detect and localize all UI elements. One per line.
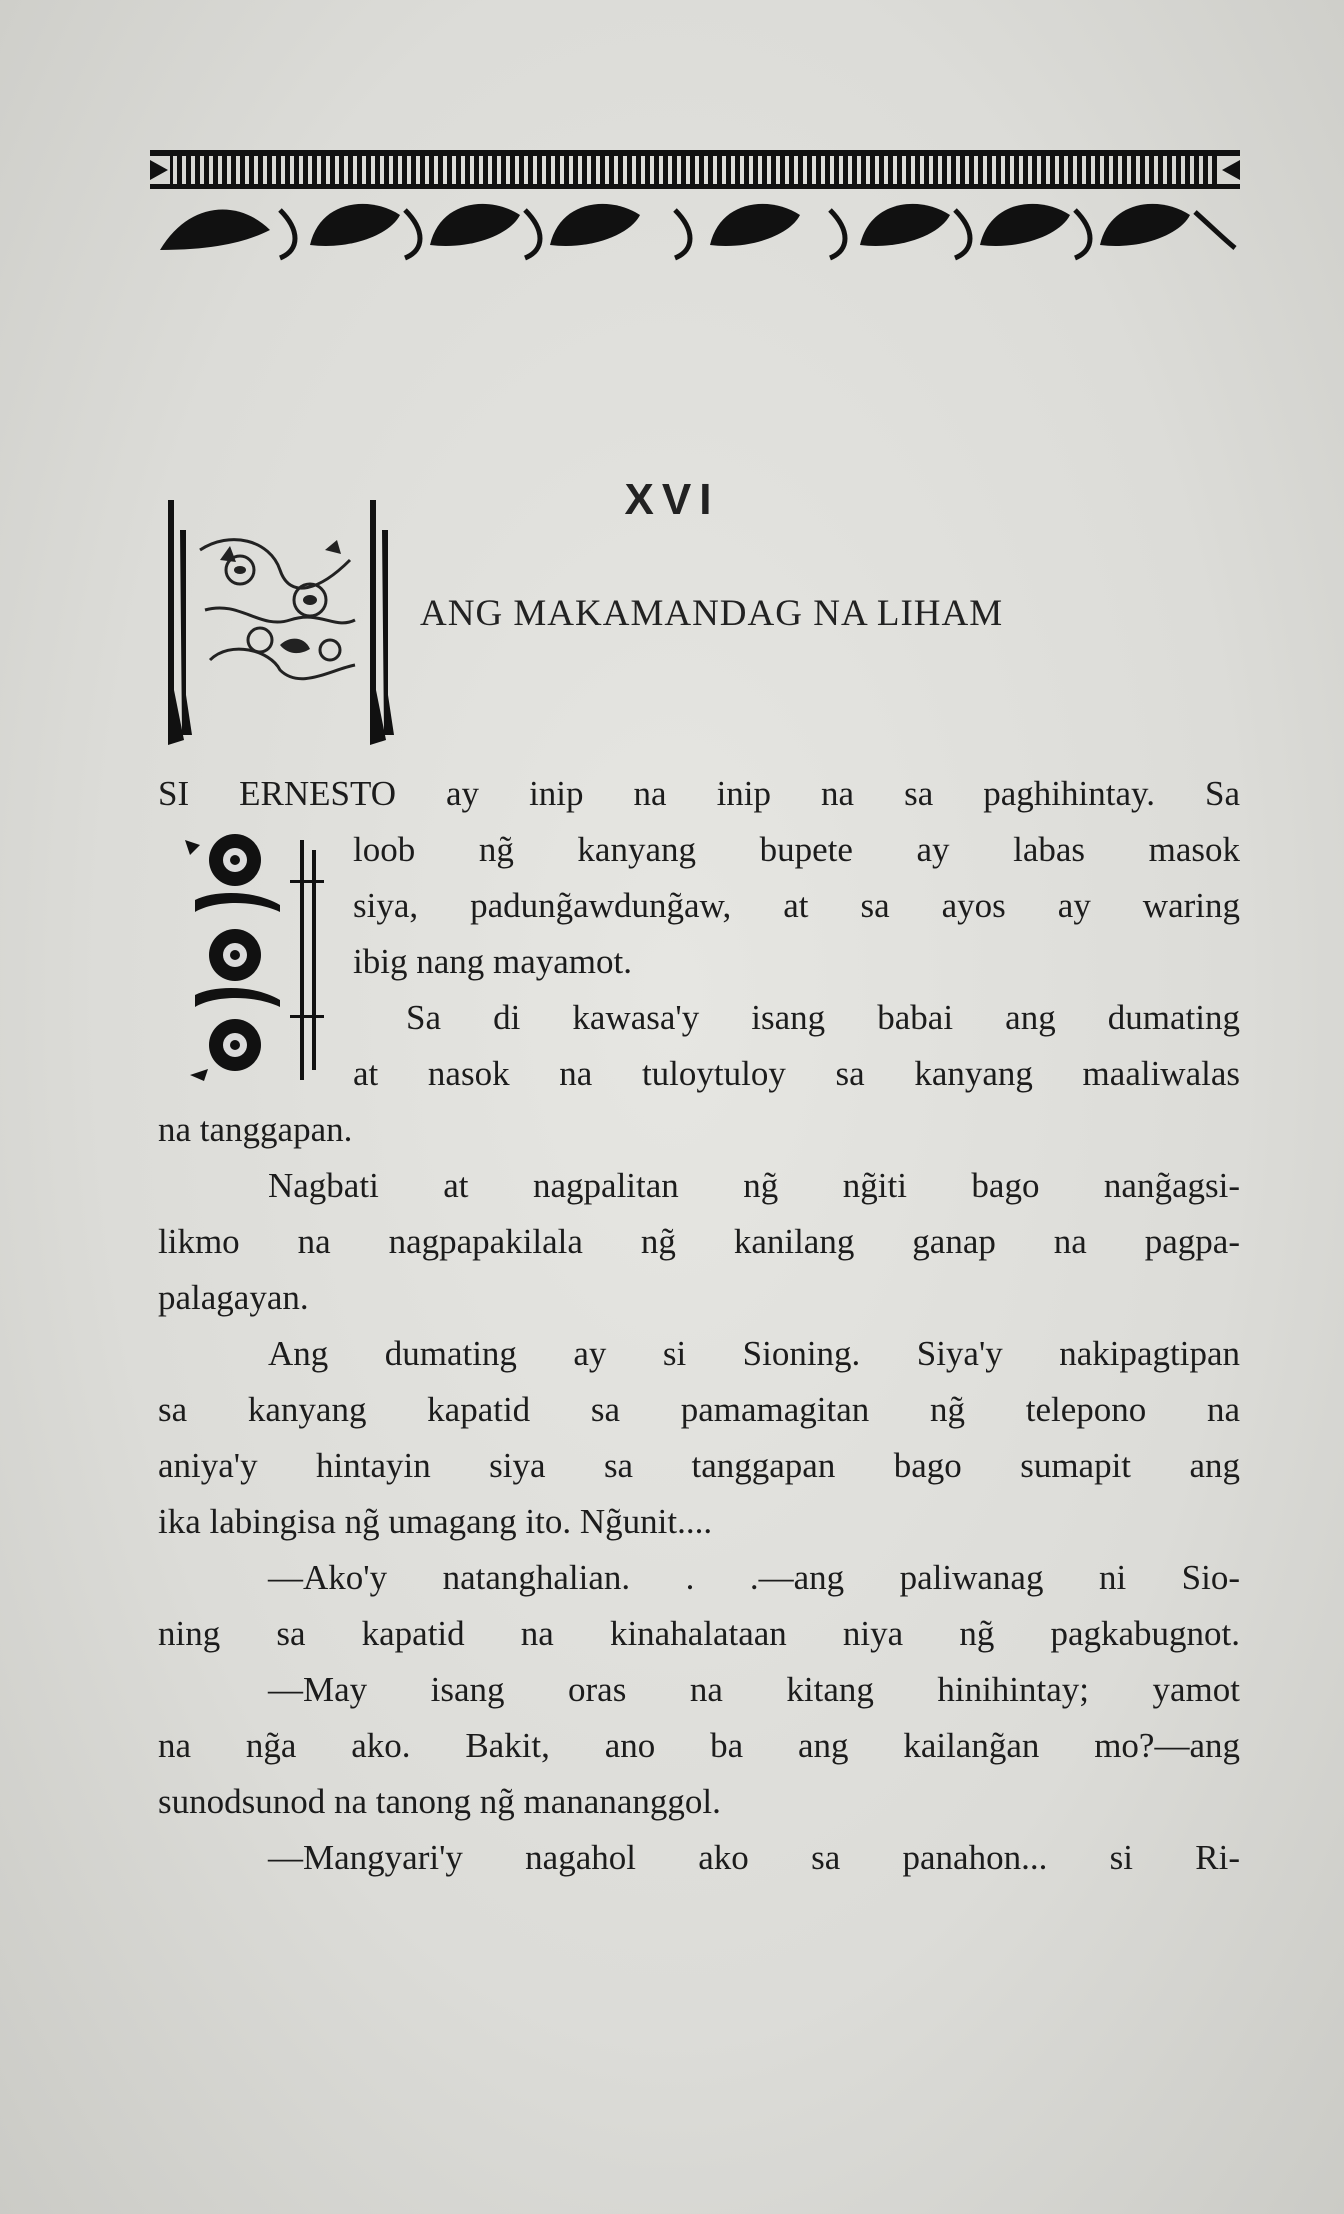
text-line: likmo na nagpapakilala ng̃ kanilang ganap na pagpa- xyxy=(158,1222,1240,1261)
text-line: sa kanyang kapatid sa pamamagitan ng̃ telepono na xyxy=(158,1390,1240,1429)
text-line: at nasok na tuloytuloy sa kanyang maaliwalas xyxy=(353,1054,1240,1093)
text-line: loob ng̃ kanyang bupete ay labas masok xyxy=(353,830,1240,869)
text-line: —Ako'y natanghalian. . .—ang paliwanag ni Sio- xyxy=(268,1558,1240,1597)
text-line: siya, padung̃awdung̃aw, at sa ayos ay waring xyxy=(353,886,1240,925)
text-line: ibig nang mayamot. xyxy=(353,942,632,981)
text-line: na ng̃a ako. Bakit, ano ba ang kailang̃an mo?—ang xyxy=(158,1726,1240,1765)
text-line: Nagbati at nagpalitan ng̃ ng̃iti bago nang̃agsi- xyxy=(268,1166,1240,1205)
text-line: Sa di kawasa'y isang babai ang dumating xyxy=(406,998,1240,1037)
text-line: ika labingisa ng̃ umagang ito. Ng̃unit.... xyxy=(158,1502,713,1541)
chapter-number: XVI xyxy=(624,475,720,524)
ornamental-headpiece xyxy=(150,140,1240,265)
text-line: palagayan. xyxy=(158,1278,309,1317)
text-line: —May isang oras na kitang hinihintay; yamot xyxy=(268,1670,1240,1709)
text-line: sunodsunod na tanong ng̃ manananggol. xyxy=(158,1782,721,1821)
text-line: SI ERNESTO ay inip na inip na sa paghihintay. Sa xyxy=(158,774,1240,813)
text-line: na tanggapan. xyxy=(158,1110,353,1149)
decorative-initial-h xyxy=(160,490,400,755)
text-line: Ang dumating ay si Sioning. Siya'y nakipagtipan xyxy=(268,1334,1240,1373)
text-line: aniya'y hintayin siya sa tanggapan bago sumapit ang xyxy=(158,1446,1240,1485)
text-line: —Mangyari'y nagahol ako sa panahon... si Ri- xyxy=(268,1838,1240,1877)
body-text xyxy=(158,766,1240,1886)
chapter-title: ANG MAKAMANDAG NA LIHAM xyxy=(420,593,1004,634)
text-line: ning sa kapatid na kinahalataan niya ng̃ pagkabugnot. xyxy=(158,1614,1240,1653)
